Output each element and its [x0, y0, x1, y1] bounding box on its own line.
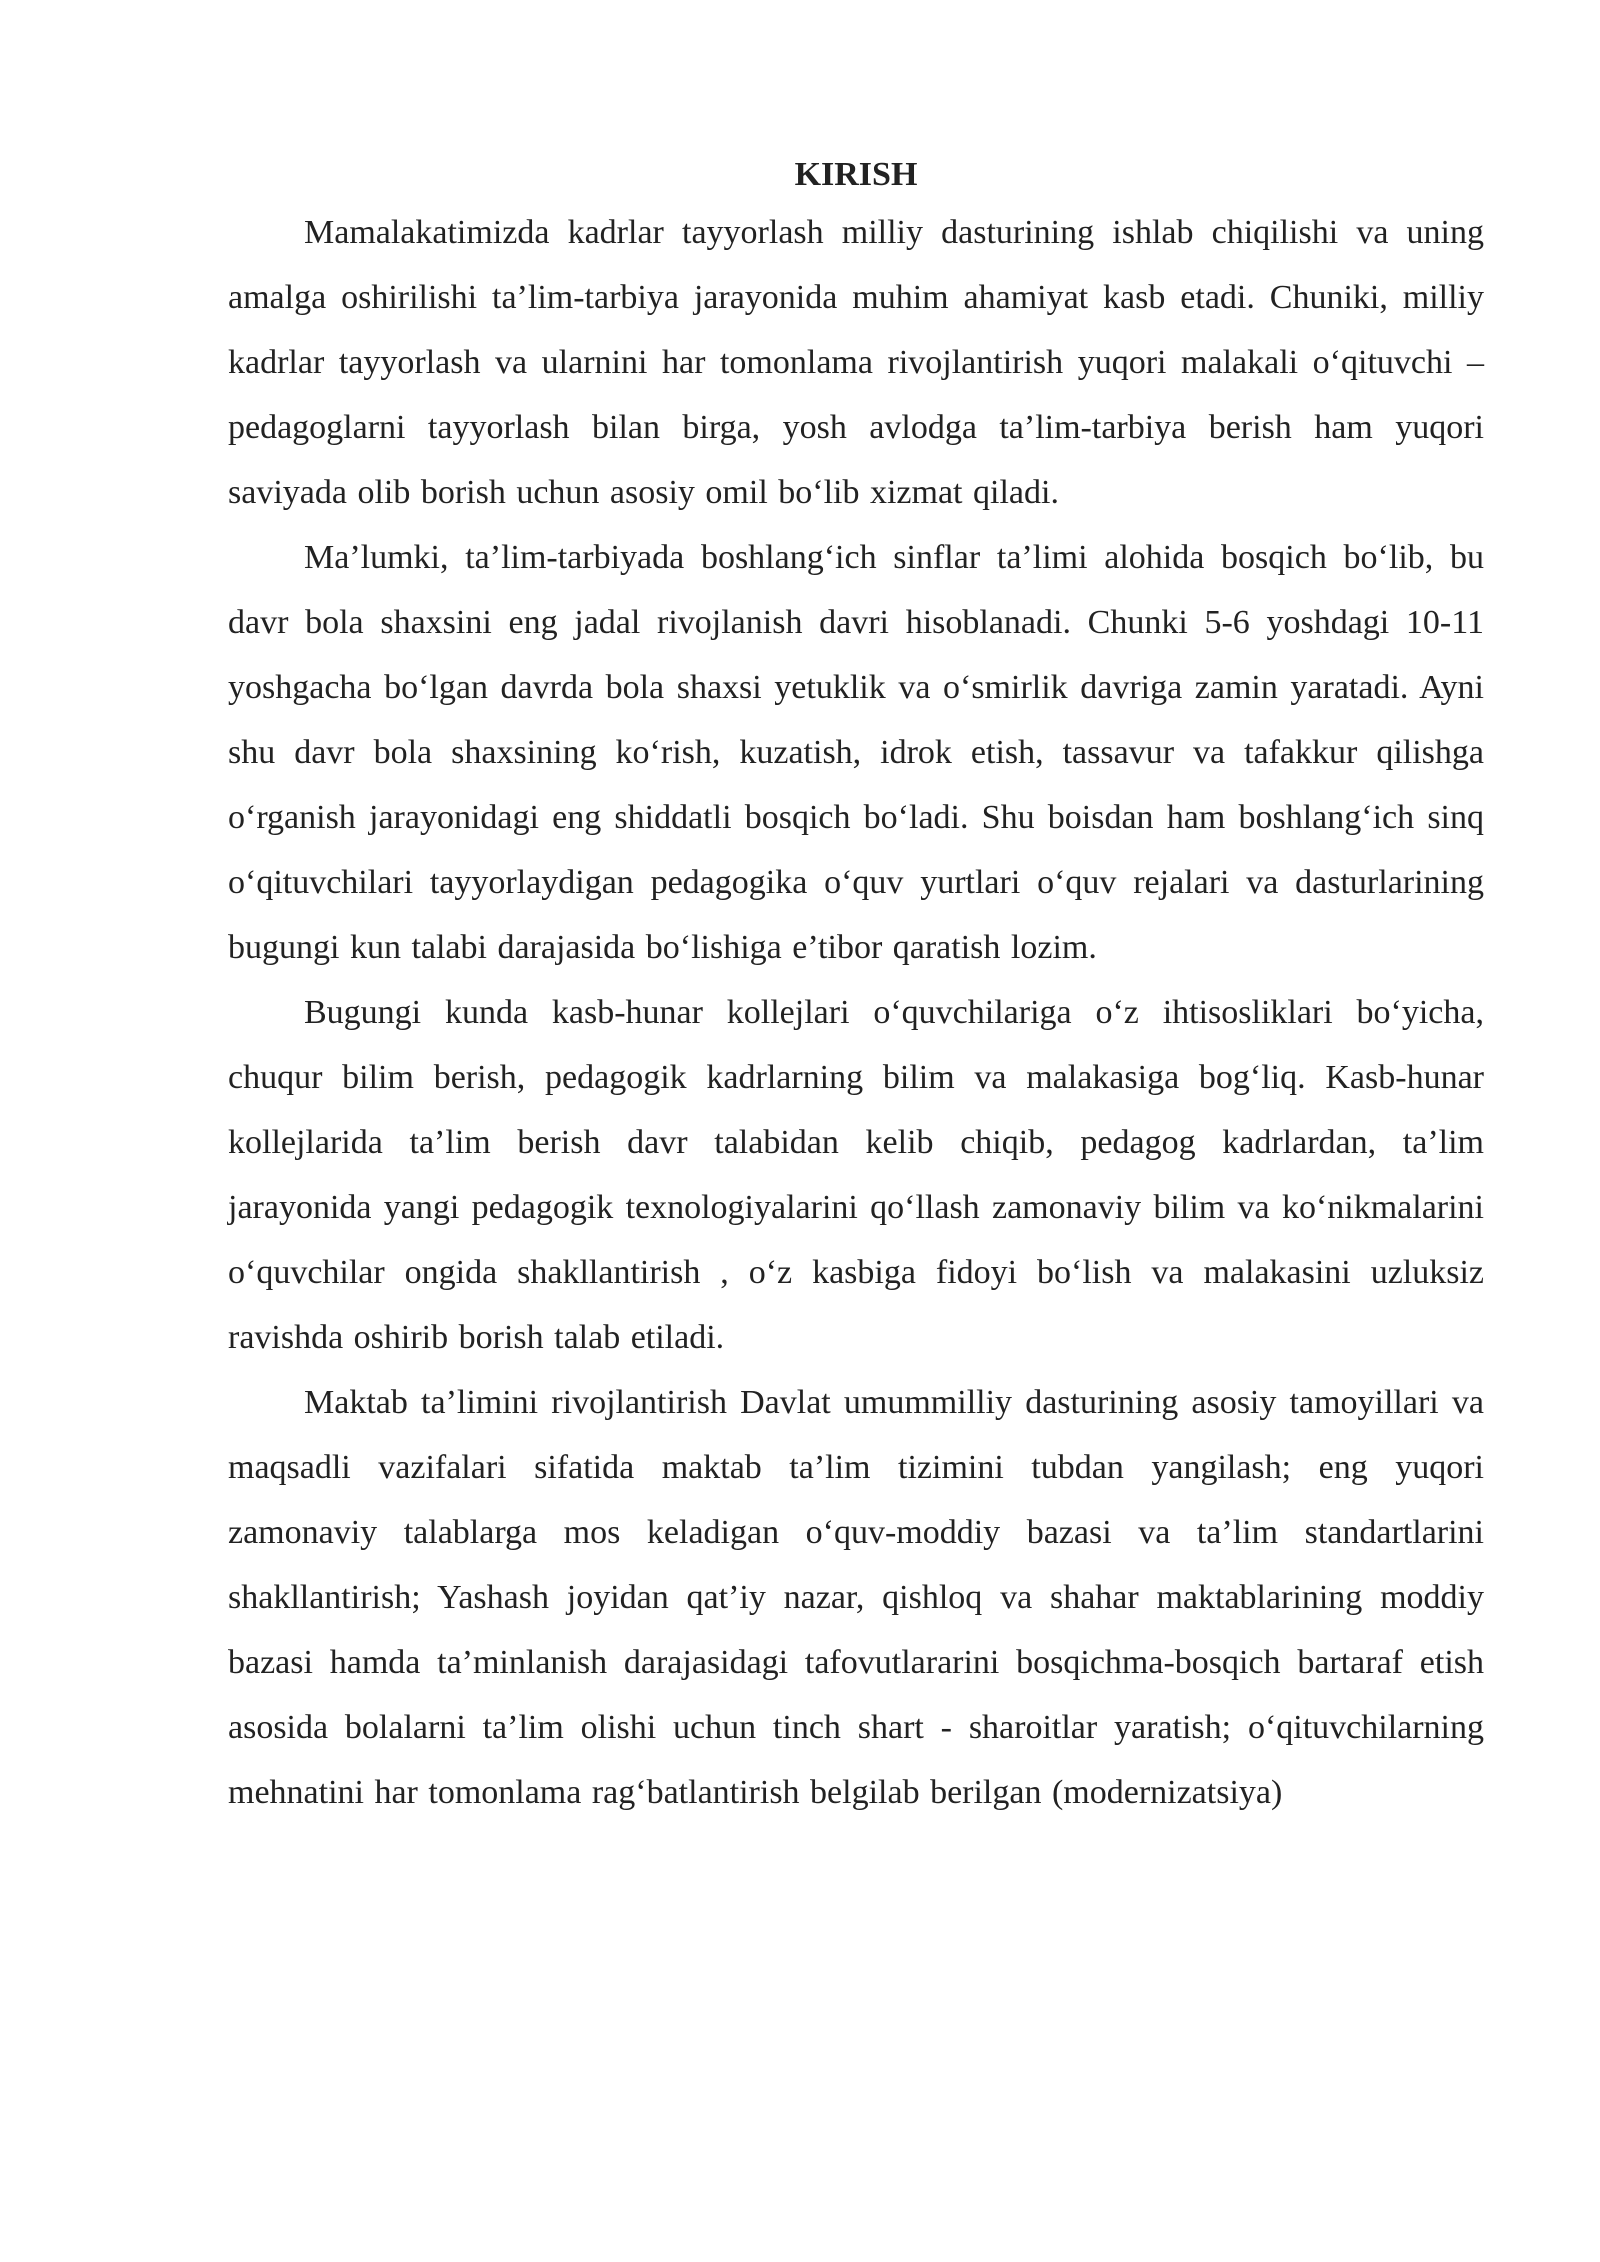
document-body: [228, 150, 1484, 1825]
paragraph-1: Mamalakatimizda kadrlar tayyorlash milliy dasturining ishlab chiqilishi va uning amalga oshirilishi ta’lim-tarbiya jarayonida muhim ahamiyat kasb etadi. Chuniki, milliy kadrlar tayyorlash va ularnini har tomonlama rivojlantirish yuqori malakali o‘qituvchi –pedagoglarni tayyorlash bilan birga, yosh avlodga ta’lim-tarbiya berish ham yuqori saviyada olib borish uchun asosiy omil bo‘lib xizmat qiladi.: [228, 214, 1484, 511]
paragraph-4: Maktab ta’limini rivojlantirish Davlat umummilliy dasturining asosiy tamoyillari va maqsadli vazifalari sifatida maktab ta’lim tizimini tubdan yangilash; eng yuqori zamonaviy talablarga mos keladigan o‘quv-moddiy bazasi va ta’lim standartlarini shakllantirish; Yashash joyidan qat’iy nazar, qishloq va shahar maktablarining moddiy bazasi hamda ta’minlanish darajasidagi tafovutlararini bosqichma-bosqich bartaraf etish asosida bolalarni ta’lim olishi uchun tinch shart - sharoitlar yaratish; o‘qituvchilarning mehnatini har tomonlama rag‘batlantirish belgilab berilgan (modernizatsiya): [228, 1384, 1484, 1811]
paragraph-2: Ma’lumki, ta’lim-tarbiyada boshlang‘ich sinflar ta’limi alohida bosqich bo‘lib, bu davr bola shaxsini eng jadal rivojlanish davri hisoblanadi. Chunki 5-6 yoshdagi 10-11 yoshgacha bo‘lgan davrda bola shaxsi yetuklik va o‘smirlik davriga zamin yaratadi. Ayni shu davr bola shaxsining ko‘rish, kuzatish, idrok etish, tassavur va tafakkur qilishga o‘rganish jarayonidagi eng shiddatli bosqich bo‘ladi. Shu boisdan ham boshlang‘ich sinq o‘qituvchilari tayyorlaydigan pedagogika o‘quv yurtlari o‘quv rejalari va dasturlarining bugungi kun talabi darajasida bo‘lishiga e’tibor qaratish lozim.: [228, 539, 1484, 966]
paragraph-3: Bugungi kunda kasb-hunar kollejlari o‘quvchilariga o‘z ihtisosliklari bo‘yicha, chuqur bilim berish, pedagogik kadrlarning bilim va malakasiga bog‘liq. Kasb-hunar kollejlarida ta’lim berish davr talabidan kelib chiqib, pedagog kadrlardan, ta’lim jarayonida yangi pedagogik texnologiyalarini qo‘llash zamonaviy bilim va ko‘nikmalarini o‘quvchilar ongida shakllantirish , o‘z kasbiga fidoyi bo‘lish va malakasini uzluksiz ravishda oshirib borish talab etiladi.: [228, 994, 1484, 1356]
page-title: KIRISH: [794, 156, 918, 193]
